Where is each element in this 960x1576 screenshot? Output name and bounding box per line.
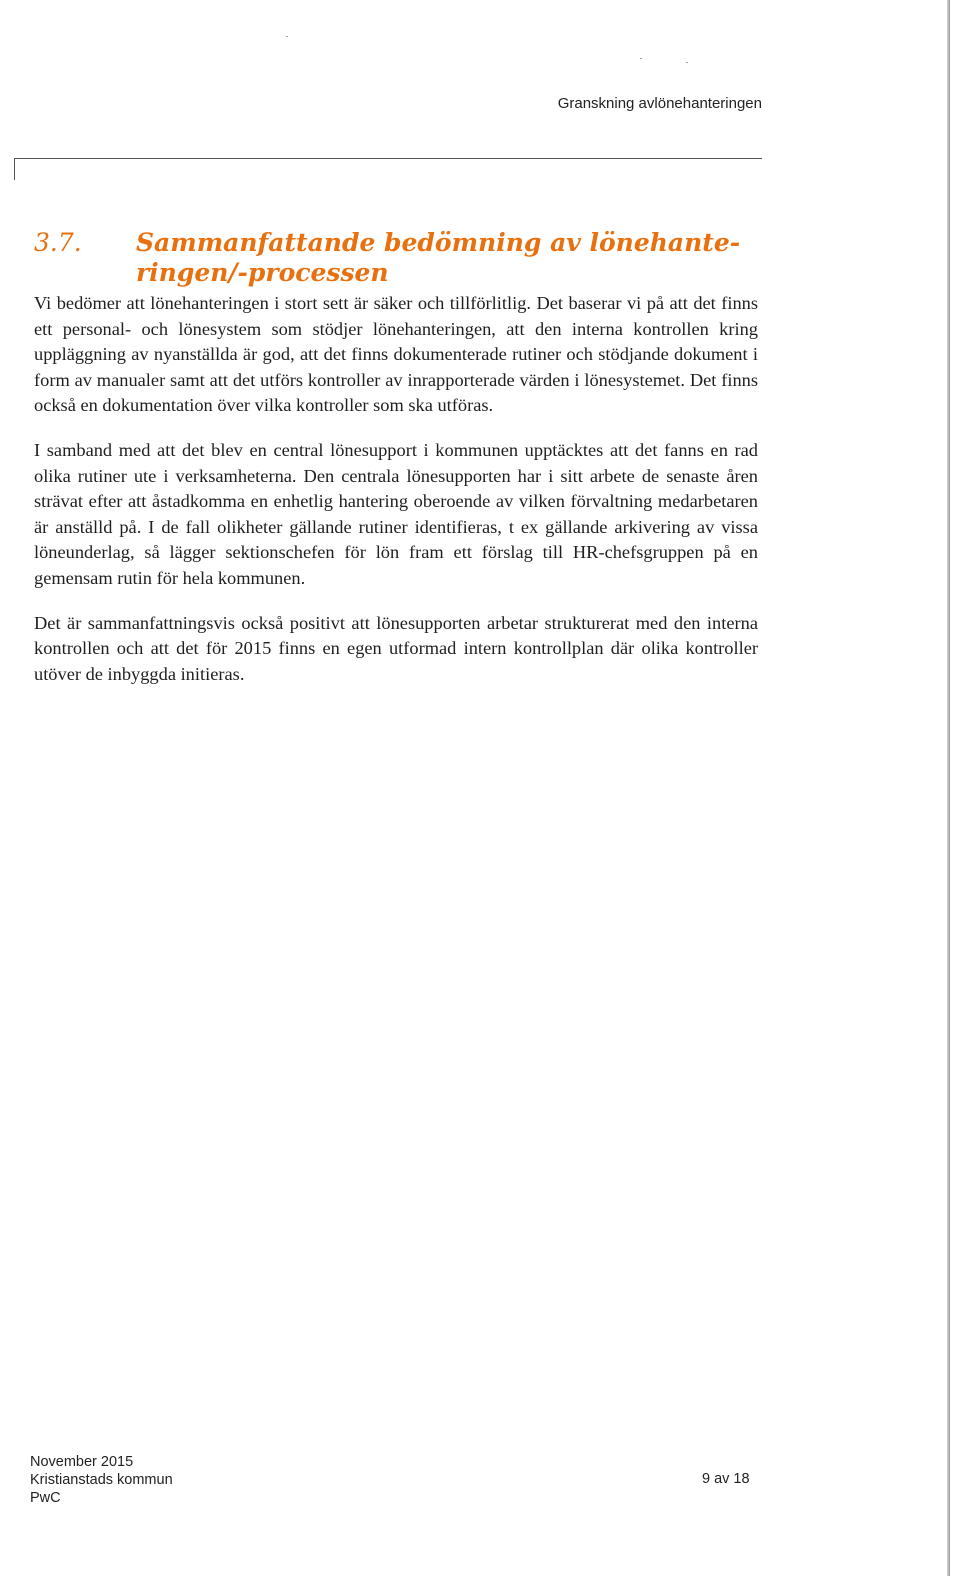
header-rule-tick (14, 158, 15, 180)
scan-speck (640, 58, 642, 59)
scan-speck (286, 36, 288, 37)
footer-organization: Kristianstads kommun (30, 1472, 173, 1488)
scan-speck (686, 62, 688, 63)
footer-info (30, 1453, 173, 1507)
paragraph: I samband med att det blev en central lönesupport i kommunen upptäcktes att det fanns en rad olika rutiner ute i verksamheterna. Den centrala lönesupporten har i sitt arbete de senaste åren strävat efter att åstadkomma en enhetlig hantering oberoende av vilken förvaltning medarbetaren är anställd på. I de fall olikheter gällande rutiner identifieras, t ex gällande arkivering av vissa löneunderlag, så lägger sektionschefen för lön fram ett förslag till HR-chefsgruppen på en gemensam rutin för hela kommunen. (34, 439, 758, 588)
page-number: 9 av 18 (702, 1471, 750, 1487)
section-body (34, 291, 758, 706)
footer-author: PwC (30, 1490, 61, 1506)
page-edge-shadow (947, 0, 950, 1576)
section-title-line1: Sammanfattande bedömning av lönehante- (136, 228, 741, 257)
running-header: Granskning avlönehanteringen (557, 95, 762, 112)
section-title-line2: ringen/-processen (136, 258, 389, 287)
section-number: 3.7. (34, 228, 82, 257)
paragraph: Det är sammanfattningsvis också positivt att lönesupporten arbetar strukturerat med den interna kontrollen och att det för 2015 finns en egen utformad intern kontrollplan där olika kontroller utöver de inbyggda initieras. (34, 612, 758, 684)
paragraph: Vi bedömer att lönehanteringen i stort sett är säker och tillförlitlig. Det baserar vi på att det finns ett personal- och lönesystem som stödjer lönehanteringen, att den interna kontrollen kring uppläggning av nyanställda är god, att det finns dokumenterade rutiner och stödjande dokument i form av manualer samt att det utförs kontroller av inrapporterade värden i lönesystemet. Det finns också en dokumentation över vilka kontroller som ska utföras. (34, 293, 758, 416)
section-heading (34, 228, 774, 288)
header-rule (14, 158, 762, 159)
footer-date: November 2015 (30, 1454, 134, 1470)
